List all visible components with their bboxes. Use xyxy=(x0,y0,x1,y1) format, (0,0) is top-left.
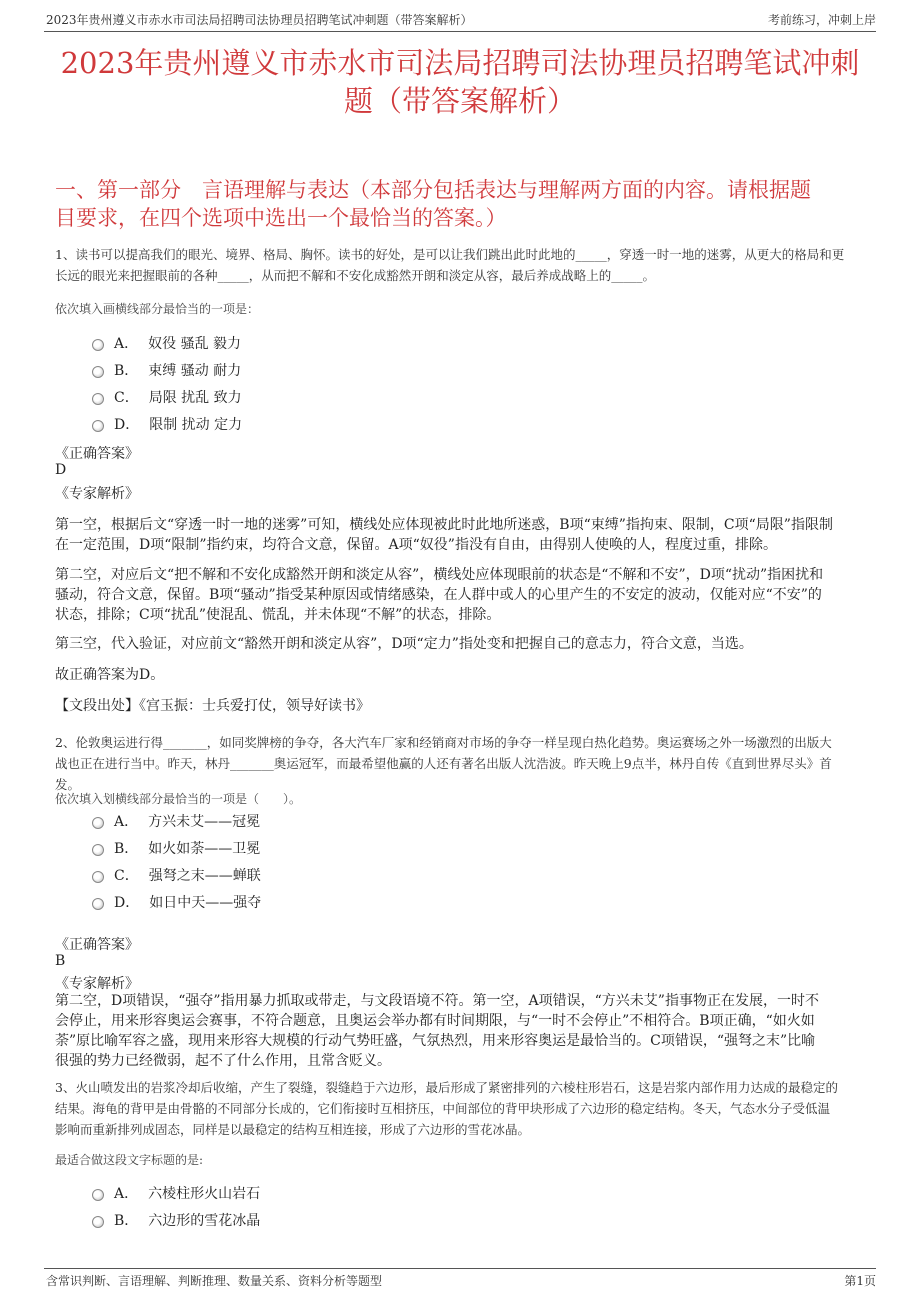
radio-icon[interactable] xyxy=(92,871,104,883)
question-3-option-b[interactable] xyxy=(92,1210,260,1230)
question-1-analysis-tag: 《专家解析》 xyxy=(55,486,139,502)
option-letter: C． xyxy=(114,390,139,406)
question-2-option-a[interactable] xyxy=(92,811,260,831)
question-2-answer: B xyxy=(55,953,66,969)
radio-icon[interactable] xyxy=(92,393,104,405)
radio-icon[interactable] xyxy=(92,339,104,351)
option-text: 奴役 骚乱 毅力 xyxy=(148,336,242,352)
analysis-line: 第二空，D项错误，“强夺”指用暴力抓取或带走，与文段语境不符。第一空，A项错误，“方兴未艾”指事物正在发展，一时不 xyxy=(55,993,819,1009)
header-slogan: 考前练习，冲刺上岸 xyxy=(767,13,876,27)
section-heading-line-1: 一、第一部分 言语理解与表达（本部分包括表达与理解两方面的内容。请根据题 xyxy=(55,178,811,202)
question-1-option-c[interactable] xyxy=(92,387,242,407)
question-3-line-2: 结果。海龟的背甲是由骨骼的不同部分长成的，它们衔接时互相挤压，中间部位的背甲块形成了六边形的稳定结构。冬天，气态水分子受低温 xyxy=(55,1101,831,1116)
analysis-line: 第二空，对应后文“把不解和不安化成豁然开朗和淡定从容”，横线处应体现眼前的状态是“不解和不安”，D项“扰动”指困扰和 xyxy=(55,567,824,583)
question-2-option-c[interactable] xyxy=(92,865,261,885)
option-text: 限制 扰动 定力 xyxy=(149,417,243,433)
question-3-prompt: 最适合做这段文字标题的是: xyxy=(55,1153,204,1167)
option-text: 方兴未艾——冠冕 xyxy=(148,814,261,830)
analysis-line: 会停止，用来形容奥运会赛事，不符合题意，且奥运会举办都有时间期限，与“一时不会停止”不相符合。B项正确，“如火如 xyxy=(55,1013,815,1029)
option-letter: D． xyxy=(114,895,140,911)
footer-divider xyxy=(44,1268,876,1269)
radio-icon[interactable] xyxy=(92,420,104,432)
option-text: 如火如荼——卫冕 xyxy=(148,841,261,857)
page-title-line-2: 题（带答案解析） xyxy=(343,84,576,118)
option-letter: A． xyxy=(114,336,139,352)
question-1-line-2: 长远的眼光来把握眼前的各种_____，从而把不解和不安化成豁然开朗和淡定从容，最后养成战略上的_____。 xyxy=(55,268,656,283)
section-heading xyxy=(55,176,870,232)
option-text: 如日中天——强夺 xyxy=(149,895,262,911)
analysis-line: 在一定范围，D项“限制”指约束，均符合文意，保留。A项“奴役”指没有自由，由得别人使唤的人，程度过重，排除。 xyxy=(55,537,777,553)
page-number-prefix: 第 xyxy=(844,1274,857,1288)
section-heading-line-2: 目要求，在四个选项中选出一个最恰当的答案。） xyxy=(55,206,507,230)
question-1-option-a[interactable] xyxy=(92,333,241,353)
option-letter: D． xyxy=(114,417,140,433)
question-3-stem xyxy=(55,1077,867,1140)
option-letter: A． xyxy=(114,1186,139,1202)
option-text: 强弩之末——蝉联 xyxy=(148,868,261,884)
question-1-line-1: 1、读书可以提高我们的眼光、境界、格局、胸怀。读书的好处，是可以让我们跳出此时此地的_____，穿透一时一地的迷雾，从更大的格局和更 xyxy=(55,247,845,262)
radio-icon[interactable] xyxy=(92,366,104,378)
question-2-stem xyxy=(55,732,867,795)
question-1-conclusion: 故正确答案为D。 xyxy=(55,667,165,683)
question-2-option-b[interactable] xyxy=(92,838,260,858)
page-number-value: 1 xyxy=(856,1274,864,1288)
question-1-source: 【文段出处】《宫玉振：士兵爱打仗，领导好读书》 xyxy=(55,698,370,714)
question-3-line-1: 3、火山喷发出的岩浆冷却后收缩，产生了裂缝，裂缝趋于六边形，最后形成了紧密排列的六棱柱形岩石，这是岩浆内部作用力达成的最稳定的 xyxy=(55,1080,838,1095)
page-number-suffix: 页 xyxy=(863,1274,876,1288)
question-1-analysis-para-3: 第三空，代入验证，对应前文“豁然开朗和淡定从容”，D项“定力”指处变和把握自己的意志力，符合文意，当选。 xyxy=(55,636,753,652)
analysis-line: 荼”原比喻军容之盛，现用来形容大规模的行动气势旺盛，气氛热烈，用来形容奥运是最恰当的。C项错误，“强弩之末”比喻 xyxy=(55,1033,816,1049)
question-1-prompt: 依次填入画横线部分最恰当的一项是： xyxy=(55,302,260,316)
question-2-analysis xyxy=(55,991,867,1071)
question-3-option-a[interactable] xyxy=(92,1183,260,1203)
question-2-prompt: 依次填入划横线部分最恰当的一项是（ ）。 xyxy=(55,792,302,806)
question-1-analysis-para-1 xyxy=(55,515,867,555)
header-divider xyxy=(44,31,876,32)
option-letter: B． xyxy=(114,841,139,857)
analysis-line: 第一空，根据后文“穿透一时一地的迷雾”可知，横线处应体现被此时此地所迷惑，B项“束缚”指拘束、限制，C项“局限”指限制 xyxy=(55,517,833,533)
option-text: 束缚 骚动 耐力 xyxy=(148,363,242,379)
analysis-line: 骚动，符合文意，保留。B项“骚动”指受某种原因或情绪感染，在人群中或人的心里产生的不安定的波动，仅能对应“不安”的 xyxy=(55,587,822,603)
question-2-line-1: 2、伦敦奥运进行得_______，如同奖牌榜的争夺，各大汽车厂家和经销商对市场的争夺一样呈现白热化趋势。奥运赛场之外一场激烈的出版大 xyxy=(55,735,832,750)
question-1-stem xyxy=(55,244,867,286)
footer-note: 含常识判断、言语理解、判断推理、数量关系、资料分析等题型 xyxy=(46,1274,383,1288)
option-text: 局限 扰乱 致力 xyxy=(148,390,242,406)
question-1-answer: D xyxy=(55,462,67,478)
radio-icon[interactable] xyxy=(92,898,104,910)
analysis-line: 状态，排除；C项“扰乱”使混乱、慌乱，并未体现“不解”的状态，排除。 xyxy=(55,607,501,623)
option-text: 六边形的雪花冰晶 xyxy=(148,1213,261,1229)
option-letter: C． xyxy=(114,868,139,884)
page-title-line-1: 2023年贵州遵义市赤水市司法局招聘司法协理员招聘笔试冲刺 xyxy=(60,46,860,80)
question-3-line-3: 影响而重新排列成固态，同样是以最稳定的结构互相连接，形成了六边形的雪花冰晶。 xyxy=(55,1122,531,1137)
question-2-answer-tag: 《正确答案》 xyxy=(55,937,139,953)
radio-icon[interactable] xyxy=(92,844,104,856)
question-1-analysis-para-2 xyxy=(55,565,867,625)
option-letter: A． xyxy=(114,814,139,830)
question-2-option-d[interactable] xyxy=(92,892,261,912)
radio-icon[interactable] xyxy=(92,1189,104,1201)
question-1-option-d[interactable] xyxy=(92,414,242,434)
question-1-option-b[interactable] xyxy=(92,360,241,380)
analysis-line: 很强的势力已经微弱，起不了什么作用，且常含贬义。 xyxy=(55,1053,391,1069)
question-2-analysis-tag: 《专家解析》 xyxy=(55,976,139,992)
option-letter: B． xyxy=(114,1213,139,1229)
question-1-answer-tag: 《正确答案》 xyxy=(55,446,139,462)
radio-icon[interactable] xyxy=(92,1216,104,1228)
page-number xyxy=(844,1272,876,1289)
question-2-line-3: 发。 xyxy=(55,777,81,792)
header-title: 2023年贵州遵义市赤水市司法局招聘司法协理员招聘笔试冲刺题（带答案解析） xyxy=(46,13,473,27)
option-text: 六棱柱形火山岩石 xyxy=(148,1186,261,1202)
radio-icon[interactable] xyxy=(92,817,104,829)
question-2-line-2: 战也正在进行当中。昨天，林丹_______奥运冠军，而最希望他赢的人还有著名出版人沈浩波。昨天晚上9点半，林丹自传《直到世界尽头》首 xyxy=(55,756,832,771)
option-letter: B． xyxy=(114,363,139,379)
page-title xyxy=(50,44,870,120)
